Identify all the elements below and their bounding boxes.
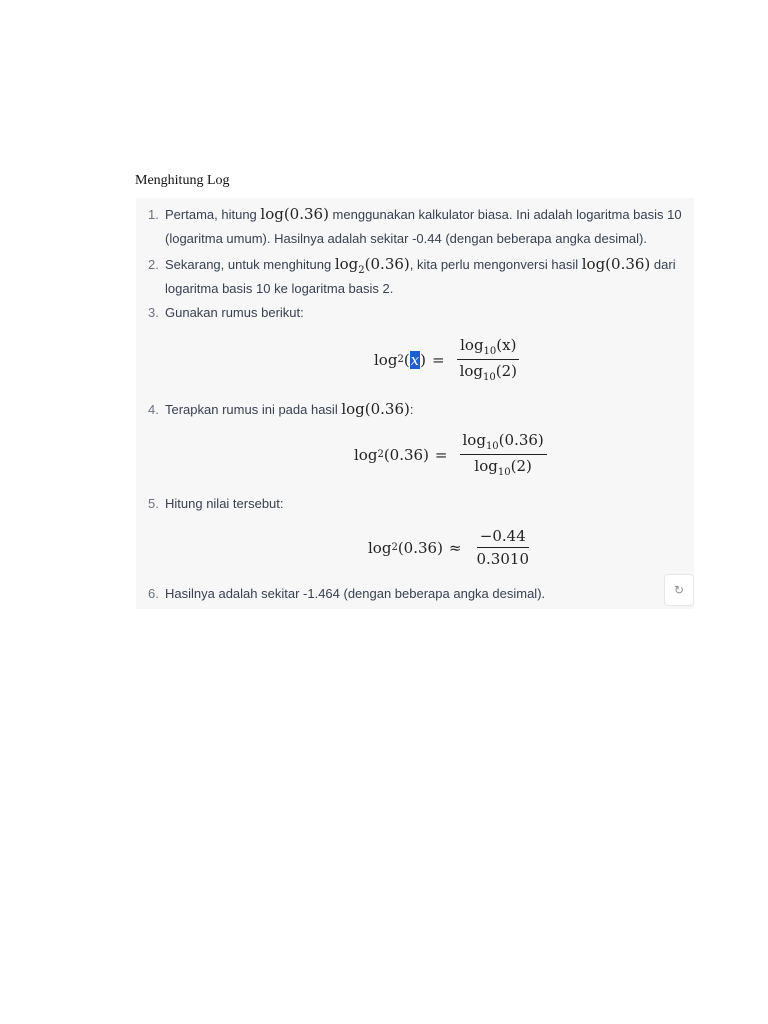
step-2-continuation: logaritma basis 10 ke logaritma basis 2.: [165, 281, 394, 296]
step-3: 3. Gunakan rumus berikut:: [148, 305, 304, 320]
fraction: $\frac{\log_{10}(0.36)}{\log_{10}(2)}$: [460, 431, 547, 478]
highlighted-variable[interactable]: x: [410, 350, 420, 369]
step-1: 1. Pertama, hitung log(0.36) menggunakan kalkulator biasa. Ini adalah logaritma basis 10: [148, 205, 682, 223]
step-5: 5. Hitung nilai tersebut:: [148, 496, 284, 511]
regenerate-button[interactable]: [664, 574, 694, 606]
formula-result: log 2 (0.36) ≈ $\frac{-0.44}{0.3010}$: [368, 527, 532, 568]
document-title: Menghitung Log: [135, 173, 230, 188]
fraction: $\frac{\log_{10}(x)}{\log_{10}(2)}$: [457, 336, 520, 383]
step-1-continuation: (logaritma umum). Hasilnya adalah sekitar -0.44 (dengan beberapa angka desimal).: [165, 231, 647, 246]
step-6: 6. Hasilnya adalah sekitar -1.464 (dengan beberapa angka desimal).: [148, 586, 546, 601]
formula-applied: log 2 (0.36) = $\frac{\log_{10}(0.36)}{\log_{10}(2)}$: [354, 431, 547, 478]
step-2: 2. Sekarang, untuk menghitung $\log_2(0.36)$, kita perlu mengonversi hasil log(0.36) dari: [148, 255, 676, 276]
refresh-icon: ↻: [673, 583, 685, 597]
fraction: $\frac{-0.44}{0.3010}$: [476, 527, 529, 568]
answer-panel: [136, 198, 694, 609]
formula-change-of-base: log 2 ( x ) = $\frac{\log_{10}(x)}{\log_{10}(2)}$: [374, 336, 520, 383]
step-4: 4. Terapkan rumus ini pada hasil log(0.36):: [148, 400, 414, 418]
